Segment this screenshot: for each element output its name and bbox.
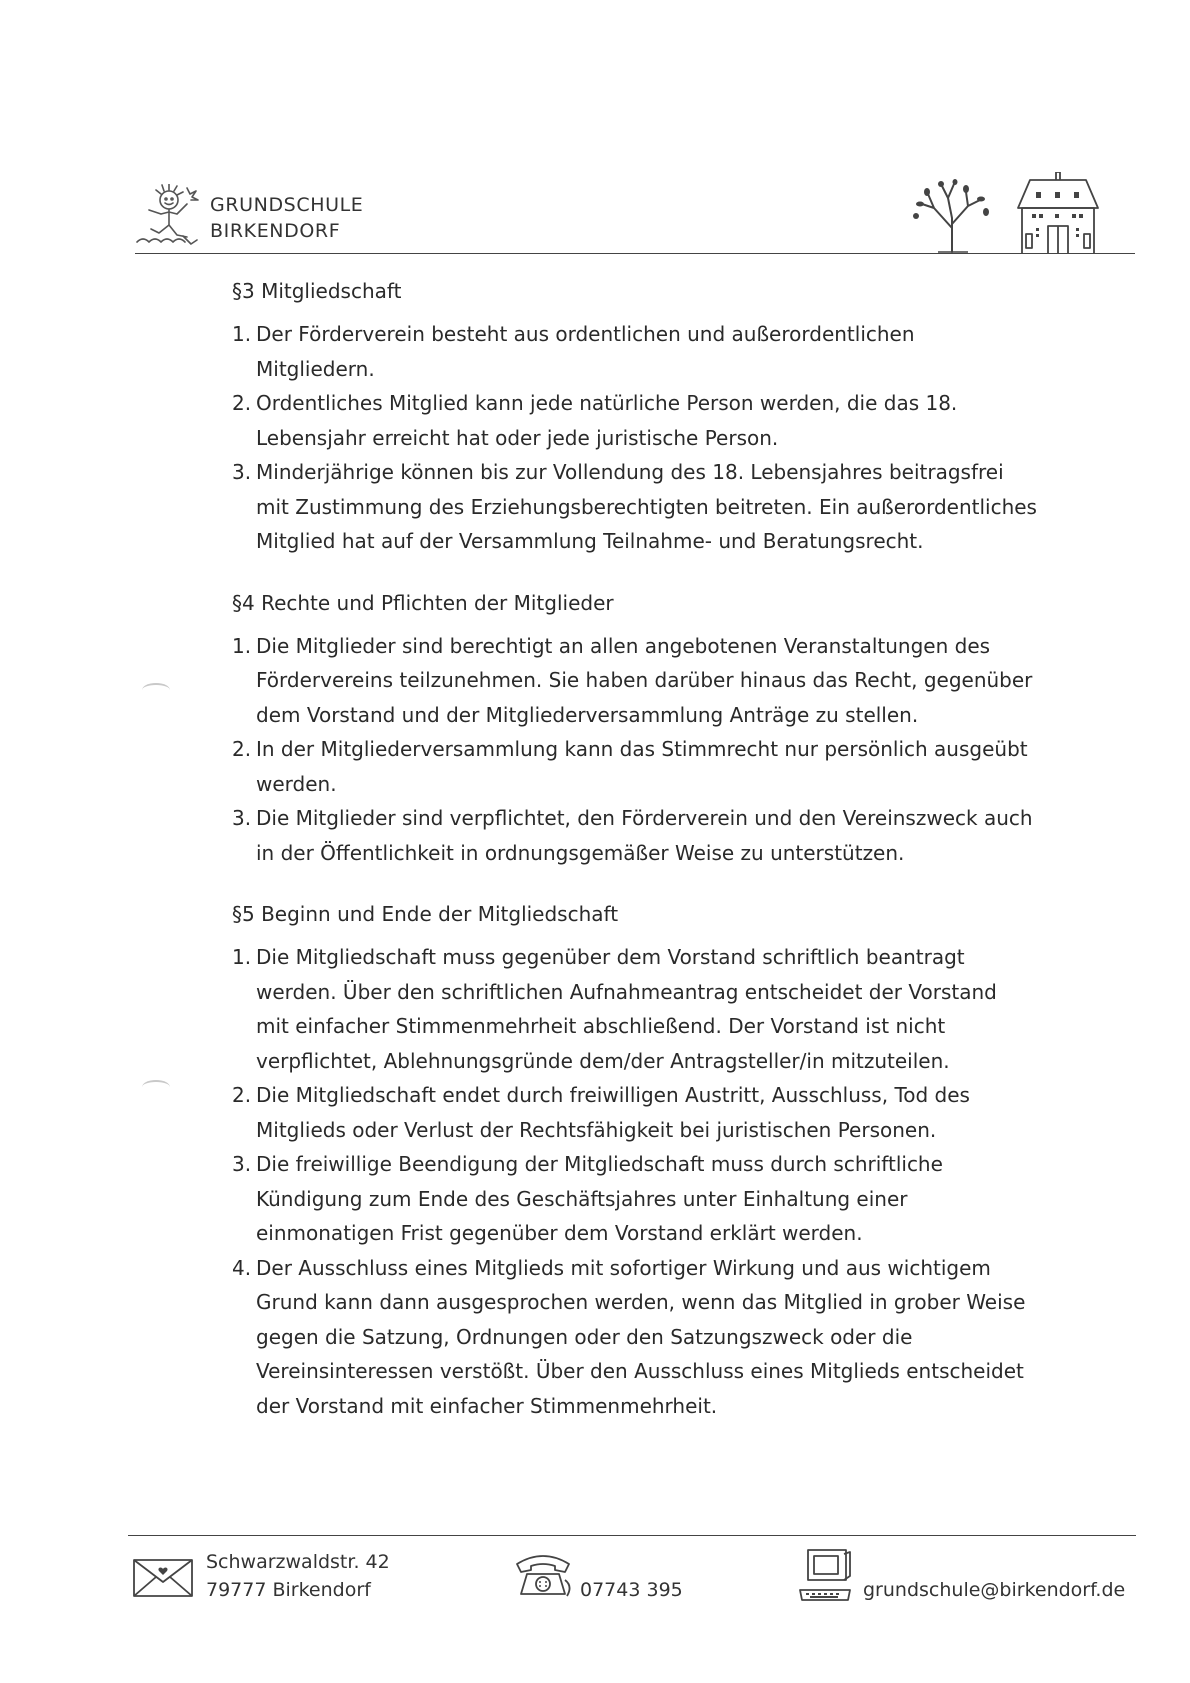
list-item bbox=[232, 629, 1062, 733]
item-line: Die Mitglieder sind berechtigt an allen angebotenen Veranstaltungen des bbox=[256, 633, 991, 658]
section-rights-duties bbox=[232, 589, 1062, 871]
tree-icon bbox=[908, 178, 998, 253]
school-name-line2: BIRKENDORF bbox=[210, 220, 341, 242]
item-line: mit Zustimmung des Erziehungsberechtigten beitreten. Ein außerordentliches bbox=[256, 494, 1037, 519]
item-line: Mitglied hat auf der Versammlung Teilnahme- und Beratungsrecht. bbox=[256, 529, 924, 553]
letterhead bbox=[135, 180, 1135, 260]
item-number: 2. bbox=[232, 737, 252, 761]
item-line: Die Mitgliedschaft muss gegenüber dem Vorstand schriftlich beantragt bbox=[256, 945, 965, 969]
statute-body bbox=[232, 277, 1062, 1453]
item-line: Die freiwillige Beendigung der Mitgliedschaft muss durch schriftliche bbox=[256, 1152, 943, 1176]
school-name-line1: GRUNDSCHULE bbox=[210, 194, 364, 216]
item-line: Fördervereins teilzunehmen. Sie haben darüber hinaus das Recht, gegenüber bbox=[256, 668, 1033, 692]
list-item bbox=[232, 386, 1062, 455]
item-number: 3. bbox=[232, 1152, 252, 1176]
item-line: mit einfacher Stimmenmehrheit abschließend. Der Vorstand ist nicht bbox=[256, 1014, 946, 1038]
letterhead-footer bbox=[128, 1548, 1136, 1618]
address-city: 79777 Birkendorf bbox=[206, 1579, 371, 1601]
item-line: In der Mitgliederversammlung kann das Stimmrecht nur persönlich ausgeübt bbox=[256, 737, 1028, 761]
envelope-icon bbox=[132, 1556, 194, 1600]
item-line: Mitglieds oder Verlust der Rechtsfähigkeit bei juristischen Personen. bbox=[256, 1117, 937, 1142]
item-line: Mitgliedern. bbox=[256, 356, 375, 381]
item-line: Vereinsinteressen verstößt. Über den Ausschluss eines Mitglieds entscheidet bbox=[256, 1359, 1024, 1383]
telephone-icon bbox=[513, 1552, 573, 1600]
item-number: 2. bbox=[232, 391, 252, 415]
item-number: 2. bbox=[232, 1083, 252, 1107]
list-item bbox=[232, 455, 1062, 559]
list-item bbox=[232, 1147, 1062, 1251]
list-item bbox=[232, 317, 1062, 386]
school-house-icon bbox=[1010, 172, 1105, 254]
email-address: grundschule@birkendorf.de bbox=[863, 1579, 1126, 1601]
item-line: in der Öffentlichkeit in ordnungsgemäßer Weise zu unterstützen. bbox=[256, 840, 905, 865]
list-item bbox=[232, 801, 1062, 870]
list-item bbox=[232, 732, 1062, 801]
item-line: einmonatigen Frist gegenüber dem Vorstand erklärt werden. bbox=[256, 1221, 863, 1245]
section-begin-end bbox=[232, 900, 1062, 1423]
item-number: 3. bbox=[232, 460, 252, 484]
item-number: 1. bbox=[232, 322, 252, 346]
section-list bbox=[232, 940, 1062, 1423]
section-list bbox=[232, 317, 1062, 559]
item-line: Der Förderverein besteht aus ordentlichen und außerordentlichen bbox=[256, 322, 915, 346]
school-name bbox=[210, 192, 363, 244]
item-line: Die Mitgliedschaft endet durch freiwilligen Austritt, Ausschluss, Tod des bbox=[256, 1083, 970, 1107]
list-item bbox=[232, 940, 1062, 1078]
section-heading: §3 Mitgliedschaft bbox=[232, 279, 402, 303]
section-heading: §5 Beginn und Ende der Mitgliedschaft bbox=[232, 902, 619, 926]
item-line: Die Mitglieder sind verpflichtet, den Förderverein und den Vereinszweck auch bbox=[256, 806, 1033, 830]
item-line: Lebensjahr erreicht hat oder jede juristische Person. bbox=[256, 425, 779, 450]
item-number: 3. bbox=[232, 806, 252, 830]
phone-number: 07743 395 bbox=[580, 1579, 683, 1601]
list-item bbox=[232, 1251, 1062, 1424]
item-line: Ordentliches Mitglied kann jede natürliche Person werden, die das 18. bbox=[256, 391, 958, 415]
item-line: Minderjährige können bis zur Vollendung des 18. Lebensjahres beitragsfrei bbox=[256, 460, 1004, 484]
postal-address bbox=[206, 1548, 390, 1604]
child-running-icon bbox=[135, 184, 207, 246]
item-number: 1. bbox=[232, 633, 252, 658]
item-line: verpflichtet, Ablehnungsgründe dem/der Antragsteller/in mitzuteilen. bbox=[256, 1048, 950, 1073]
section-heading: §4 Rechte und Pflichten der Mitglieder bbox=[232, 590, 614, 615]
item-line: Der Ausschluss eines Mitglieds mit sofortiger Wirkung und aus wichtigem bbox=[256, 1255, 991, 1280]
item-line: gegen die Satzung, Ordnungen oder den Satzungszweck oder die bbox=[256, 1324, 913, 1349]
item-line: Grund kann dann ausgesprochen werden, wenn das Mitglied in grober Weise bbox=[256, 1290, 1026, 1314]
list-item bbox=[232, 1078, 1062, 1147]
item-line: dem Vorstand und der Mitgliederversammlung Anträge zu stellen. bbox=[256, 702, 919, 727]
header-divider bbox=[135, 253, 1135, 254]
item-number: 1. bbox=[232, 945, 252, 969]
item-line: werden. bbox=[256, 771, 337, 796]
section-membership bbox=[232, 277, 1062, 559]
section-list bbox=[232, 629, 1062, 871]
item-line: Kündigung zum Ende des Geschäftsjahres unter Einhaltung einer bbox=[256, 1186, 908, 1211]
footer-divider bbox=[128, 1535, 1136, 1536]
punch-hole-mark bbox=[142, 1080, 170, 1094]
punch-hole-mark bbox=[142, 683, 170, 697]
item-number: 4. bbox=[232, 1255, 252, 1280]
address-street: Schwarzwaldstr. 42 bbox=[206, 1551, 390, 1573]
computer-icon bbox=[798, 1548, 854, 1604]
item-line: der Vorstand mit einfacher Stimmenmehrheit. bbox=[256, 1393, 718, 1418]
item-line: werden. Über den schriftlichen Aufnahmeantrag entscheidet der Vorstand bbox=[256, 979, 997, 1004]
